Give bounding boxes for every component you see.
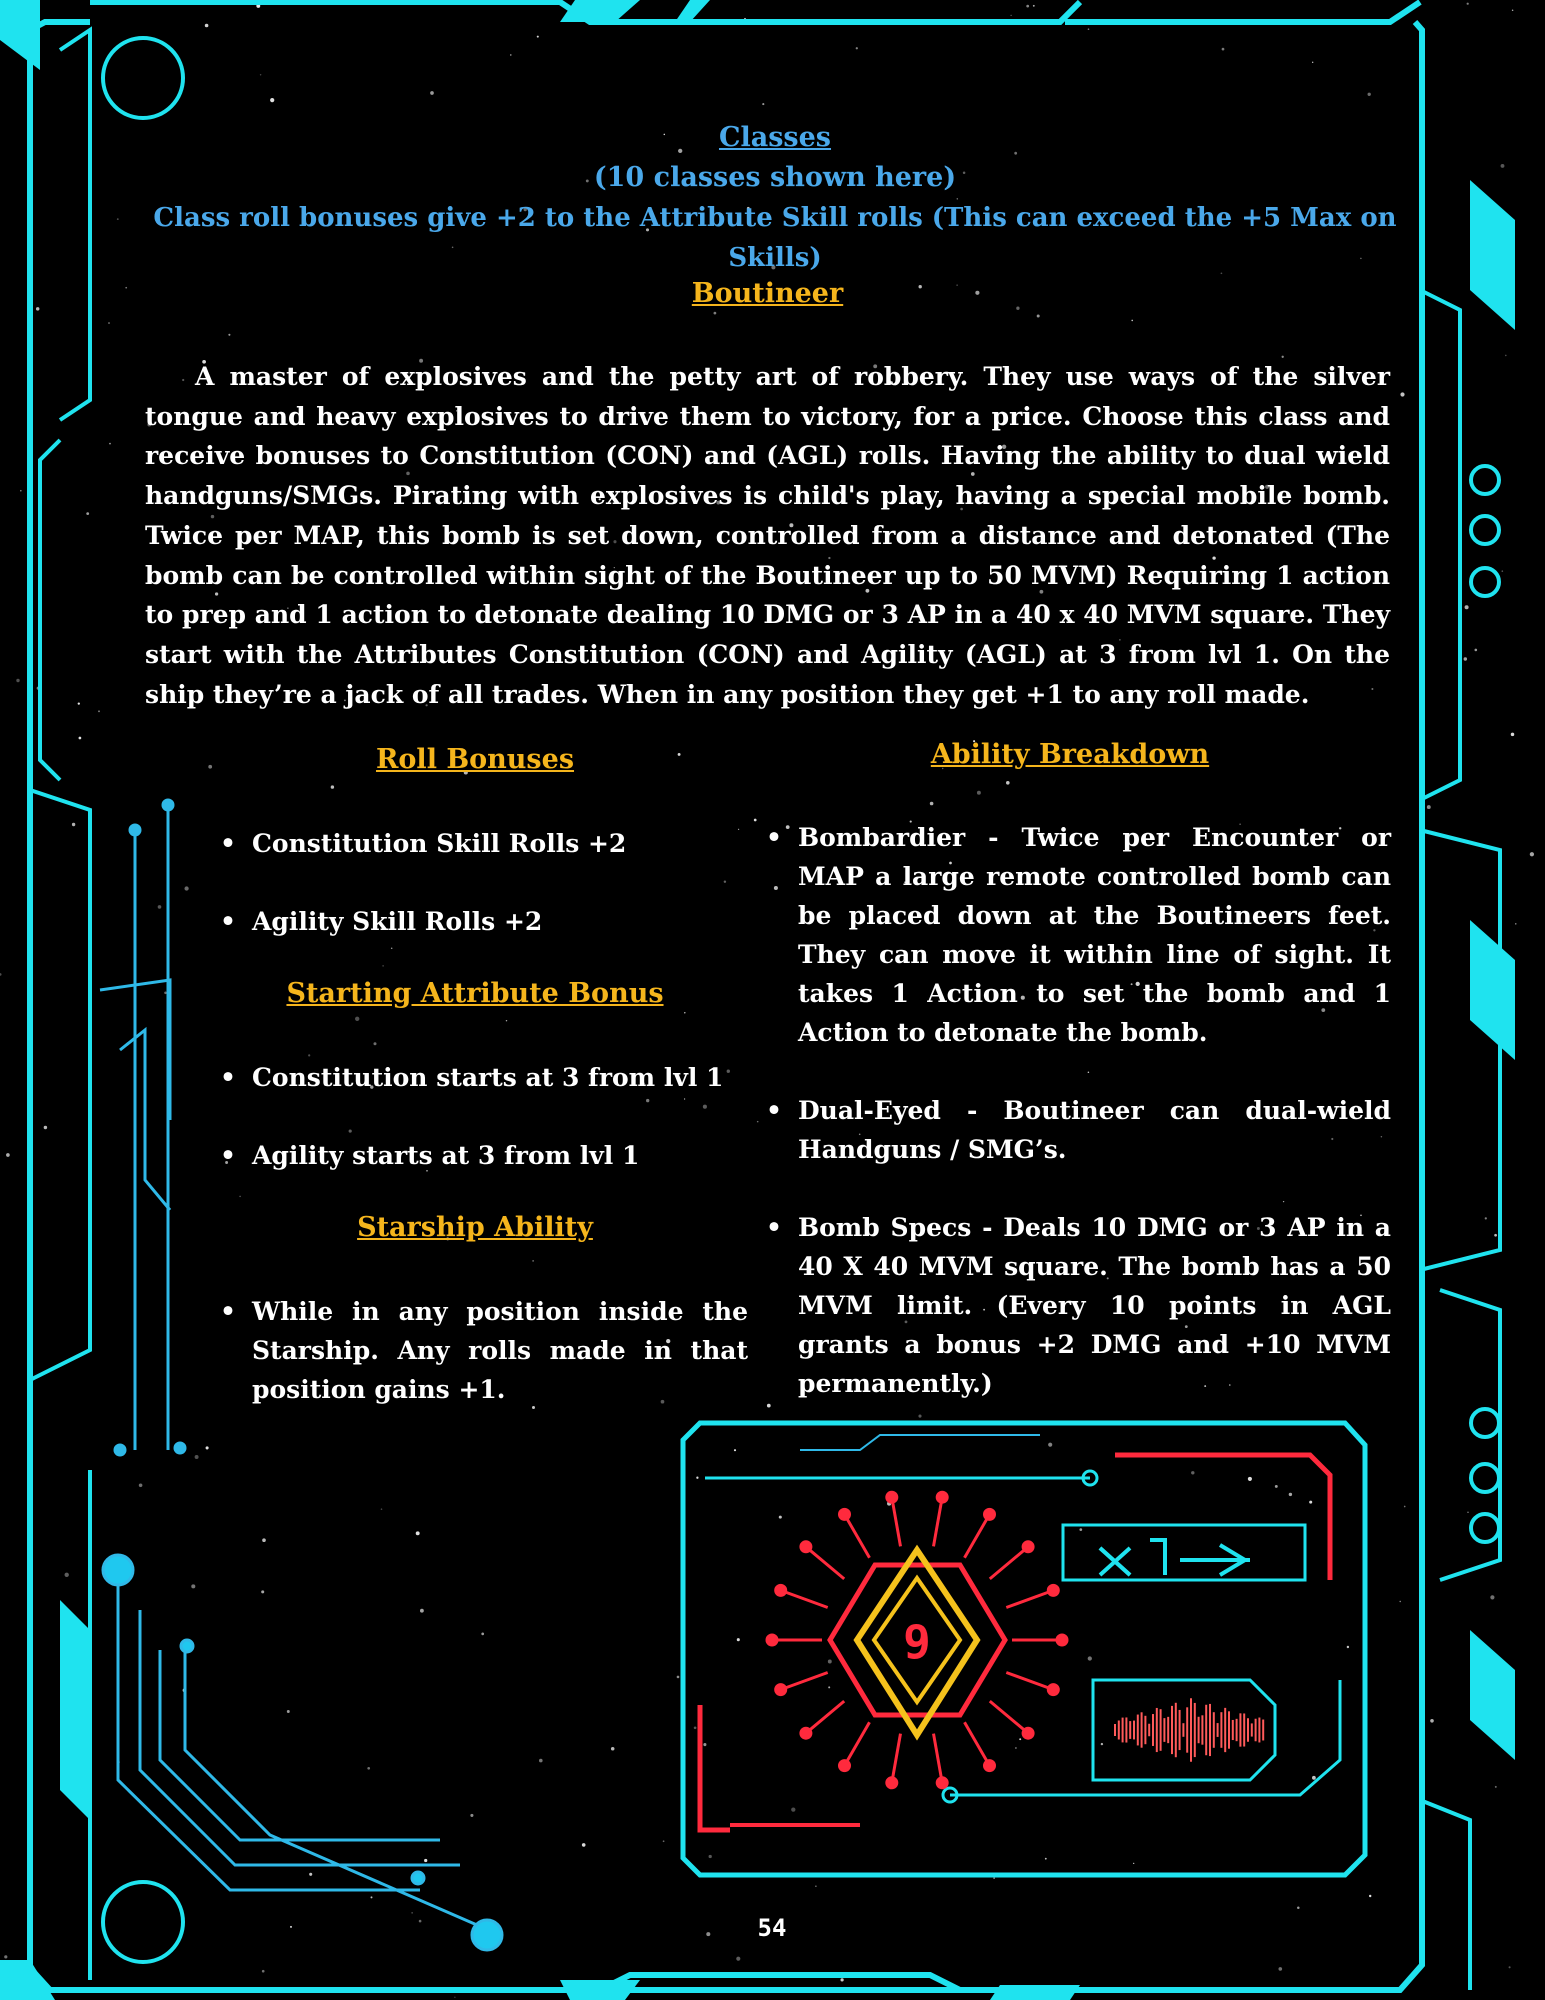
- page-number: 54: [757, 1914, 787, 1942]
- class-bonus-note: Class roll bonuses give +2 to the Attribute Skill rolls (This can exceed the +5 Max on Skills): [153, 203, 1397, 273]
- class-name-heading: Boutineer: [691, 278, 844, 309]
- roll-bonuses-heading: Roll Bonuses: [375, 744, 575, 775]
- class-description: A master of explosives and the petty art of robbery. They use ways of the silver tongue and heavy explosives to drive them to victory, for a price. Choose this class and receive bonuses to Constitution (CON) and (AGL) rolls. Having the ability to dual wield handguns/SMGs. Pirating with explosives is child's play, having a special mobile bomb. Twice per MAP, this bomb is set down, controlled from a distance and detonated (The bomb can be controlled within sight of the Boutineer up to 50 MVM) Requiring 1 action to prep and 1 action to detonate dealing 10 DMG or 3 AP in a 40 x 40 MVM square. They start with the Attributes Constitution (CON) and Agility (AGL) at 3 from lvl 1. On the ship they’re a jack of all trades. When in any position they get +1 to any roll made.: [145, 362, 1390, 709]
- list-item: • Bomb Specs - Deals 10 DMG or 3 AP in a 40 X 40 MVM square. The bomb has a 50 MVM limit. (Every 10 points in AGL grants a bonus +2 DMG and +10 MVM permanently.): [766, 1208, 1391, 1403]
- starship-ability-heading: Starship Ability: [357, 1212, 593, 1243]
- list-item: • Dual-Eyed - Boutineer can dual-wield Handguns / SMG’s.: [766, 1091, 1391, 1169]
- list-item: • Constitution Skill Rolls +2: [220, 824, 740, 863]
- list-item: • Agility starts at 3 from lvl 1: [220, 1136, 740, 1175]
- page-title: Classes: [718, 122, 832, 153]
- roll-bonuses-list: [220, 824, 740, 941]
- list-item: • Bombardier - Twice per Encounter or MAP a large remote controlled bomb can be placed down at the Boutineers feet. They can move it within line of sight. It takes 1 Action to set the bomb and 1 Action to detonate the bomb.: [766, 818, 1391, 1052]
- bomb-counter-digit: 9: [903, 1615, 931, 1669]
- list-item: • Agility Skill Rolls +2: [220, 902, 740, 941]
- list-item: • Constitution starts at 3 from lvl 1: [220, 1058, 740, 1097]
- ability-breakdown-list: [766, 818, 1391, 1403]
- page-subtitle: (10 classes shown here): [593, 162, 957, 193]
- starting-attribute-list: [220, 1058, 740, 1175]
- list-item: • While in any position inside the Starship. Any rolls made in that position gains +1.: [220, 1292, 748, 1409]
- starship-ability-list: [220, 1292, 748, 1409]
- ability-breakdown-heading: Ability Breakdown: [930, 739, 1210, 770]
- starting-attribute-heading: Starting Attribute Bonus: [286, 978, 664, 1009]
